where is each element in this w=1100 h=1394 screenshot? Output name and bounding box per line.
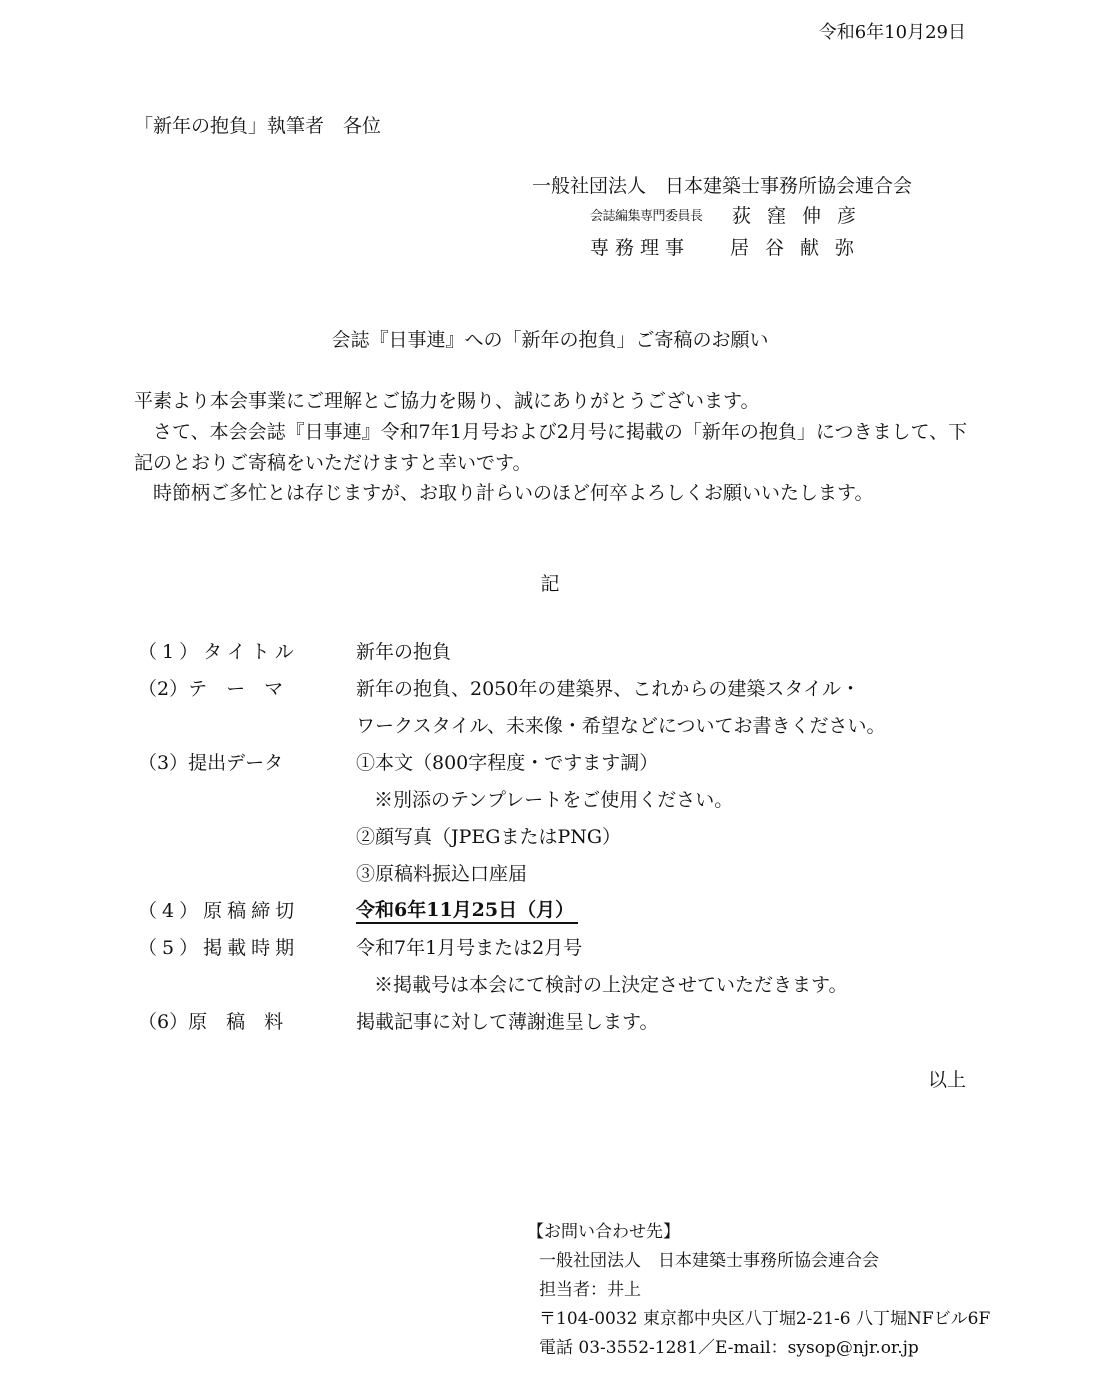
item-row-photo — [134, 819, 886, 856]
item-value: ②顔写真（JPEGまたはPNG） — [356, 826, 622, 849]
item-row-publication — [134, 930, 886, 967]
item-row-fee — [134, 1004, 886, 1041]
contact-block — [527, 1218, 990, 1363]
contact-address: 〒104-0032 東京都中央区八丁堀2-21-6 八丁堀NFビル6F — [539, 1309, 991, 1329]
sender-organization: 一般社団法人 日本建築士事務所協会連合会 — [532, 175, 913, 197]
sender-director-name: 居谷献弥 — [730, 237, 871, 259]
item-label: （3）提出データ — [138, 752, 284, 775]
sender-director — [590, 237, 870, 260]
contact-person: 担当者：井上 — [539, 1280, 641, 1300]
contact-heading: 【お問い合わせ先】 — [527, 1222, 680, 1242]
body-text — [134, 386, 974, 509]
item-value: ③原稿料振込口座届 — [356, 863, 528, 886]
item-value: ワークスタイル、未来像・希望などについてお書きください。 — [356, 715, 886, 738]
item-row-title — [134, 634, 886, 671]
item-value: 掲載記事に対して薄謝進呈します。 — [356, 1011, 659, 1034]
closing-text: 以上 — [927, 1069, 966, 1091]
item-label: （1）タイトル — [138, 641, 299, 664]
item-row-bank — [134, 856, 886, 893]
item-label: （4）原稿締切 — [138, 900, 300, 923]
item-row-submission-note — [134, 782, 886, 819]
item-row-theme-cont — [134, 708, 886, 745]
document-subject: 会誌『日事連』への「新年の抱負」ご寄稿のお願い — [331, 329, 769, 351]
deadline-value: 令和6年11月25日（月） — [356, 899, 578, 925]
contact-organization: 一般社団法人 日本建築士事務所協会連合会 — [539, 1251, 879, 1271]
item-list — [134, 634, 886, 1041]
item-label: （6）原 稿 料 — [138, 1011, 284, 1034]
item-row-publication-note — [134, 967, 886, 1004]
item-value: 新年の抱負 — [356, 641, 452, 664]
body-paragraph: 平素より本会事業にご理解とご協力を賜り、誠にありがとうございます。 — [134, 390, 760, 412]
document-date: 令和6年10月29日 — [818, 22, 966, 43]
body-paragraph: さて、本会会誌『日事連』令和7年1月号および2月号に掲載の「新年の抱負」につきまして、下記のとおりご寄稿をいただけますと幸いです。 — [134, 420, 968, 474]
item-value: ①本文（800字程度・ですます調） — [356, 752, 659, 775]
sender-director-role: 専務理事 — [590, 237, 691, 259]
item-row-deadline — [134, 893, 886, 930]
sender-chair-role: 会誌編集専門委員長 — [590, 209, 703, 224]
body-paragraph: 時節柄ご多忙とは存じますが、お取り計らいのほど何卒よろしくお願いいたします。 — [134, 482, 874, 505]
addressee: 「新年の抱負」執筆者 各位 — [134, 115, 382, 137]
item-label: （2）テ ー マ — [138, 678, 284, 701]
ki-heading: 記 — [540, 573, 560, 595]
item-value: ※別添のテンプレートをご使用ください。 — [374, 789, 734, 812]
item-value: ※掲載号は本会にて検討の上決定させていただきます。 — [374, 974, 848, 997]
item-row-theme — [134, 671, 886, 708]
item-value: 令和7年1月号または2月号 — [356, 937, 583, 960]
contact-phone-email: 電話 03-3552-1281／E-mail：sysop@njr.or.jp — [539, 1338, 919, 1358]
item-label: （5）掲載時期 — [138, 937, 300, 960]
item-value: 新年の抱負、2050年の建築界、これからの建築スタイル・ — [356, 678, 860, 701]
sender-chair — [590, 205, 872, 228]
sender-chair-name: 荻窪伸彦 — [732, 205, 873, 227]
item-row-submission — [134, 745, 886, 782]
